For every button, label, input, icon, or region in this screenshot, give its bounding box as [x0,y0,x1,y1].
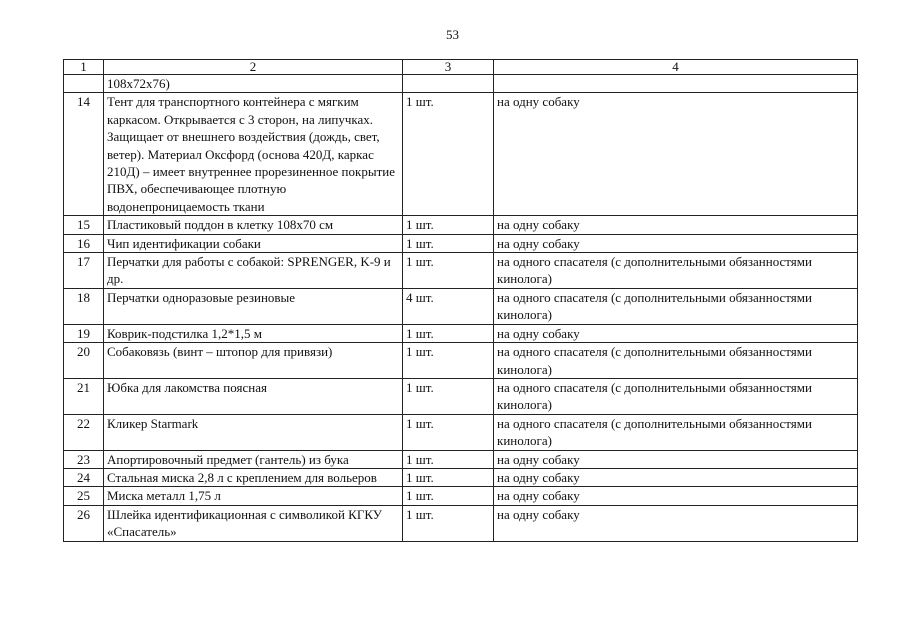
item-norm: на одну собаку [494,468,858,486]
item-name: Коврик-подстилка 1,2*1,5 м [104,324,403,342]
item-name: Шлейка идентификационная с символикой КГКУ «Спасатель» [104,505,403,541]
item-quantity [403,75,494,93]
row-number: 26 [64,505,104,541]
row-number: 22 [64,414,104,450]
row-number: 24 [64,468,104,486]
row-number: 21 [64,378,104,414]
row-number: 18 [64,288,104,324]
item-quantity: 1 шт. [403,450,494,468]
row-number: 16 [64,234,104,252]
table-header-row [64,60,858,75]
item-norm: на одного спасателя (с дополнительными обязанностями кинолога) [494,253,858,289]
row-number: 19 [64,324,104,342]
row-number [64,75,104,93]
table-row [64,324,858,342]
table-row [64,414,858,450]
row-number: 23 [64,450,104,468]
item-name: Юбка для лакомства поясная [104,378,403,414]
row-number: 14 [64,93,104,216]
item-name: Перчатки для работы с собакой: SPRENGER, K-9 и др. [104,253,403,289]
row-number: 17 [64,253,104,289]
item-name: Миска металл 1,75 л [104,487,403,505]
equipment-table [63,59,858,542]
table-row [64,253,858,289]
item-norm: на одну собаку [494,505,858,541]
item-quantity: 1 шт. [403,324,494,342]
item-name: Пластиковый поддон в клетку 108х70 см [104,216,403,234]
table-row [64,343,858,379]
row-number: 25 [64,487,104,505]
row-number: 20 [64,343,104,379]
continuation-row [64,75,858,93]
item-norm: на одну собаку [494,324,858,342]
item-quantity: 1 шт. [403,234,494,252]
item-norm: на одну собаку [494,93,858,216]
table-row [64,450,858,468]
item-quantity: 1 шт. [403,93,494,216]
item-norm: на одну собаку [494,450,858,468]
item-quantity: 1 шт. [403,487,494,505]
item-norm: на одну собаку [494,216,858,234]
column-header: 1 [64,60,104,75]
item-name: Перчатки одноразовые резиновые [104,288,403,324]
item-quantity: 1 шт. [403,505,494,541]
item-quantity: 4 шт. [403,288,494,324]
item-norm [494,75,858,93]
table-row [64,468,858,486]
item-quantity: 1 шт. [403,468,494,486]
item-name: Собаковязь (винт – штопор для привязи) [104,343,403,379]
item-quantity: 1 шт. [403,414,494,450]
table-row [64,487,858,505]
item-name: Апортировочный предмет (гантель) из бука [104,450,403,468]
item-name: Чип идентификации собаки [104,234,403,252]
table-row [64,216,858,234]
item-quantity: 1 шт. [403,343,494,379]
item-name: 108x72x76) [104,75,403,93]
column-header: 3 [403,60,494,75]
item-quantity: 1 шт. [403,378,494,414]
page-number: 53 [446,27,459,42]
item-name: Кликер Starmark [104,414,403,450]
table-row [64,93,858,216]
table-row [64,288,858,324]
table-row [64,505,858,541]
item-norm: на одного спасателя (с дополнительными обязанностями кинолога) [494,378,858,414]
item-quantity: 1 шт. [403,253,494,289]
item-name: Тент для транспортного контейнера с мягким каркасом. Открывается с 3 сторон, на липучках. Защищает от внешнего воздействия (дождь, свет, ветер). Материал Оксфорд (основа 420Д, каркас 210Д) – имеет внутреннее прорезиненное покрытие ПВХ, обеспечивающее плотную водонепроницаемость ткани [104,93,403,216]
row-number: 15 [64,216,104,234]
item-norm: на одну собаку [494,487,858,505]
table-row [64,378,858,414]
item-norm: на одного спасателя (с дополнительными обязанностями кинолога) [494,343,858,379]
item-norm: на одну собаку [494,234,858,252]
table-row [64,234,858,252]
item-norm: на одного спасателя (с дополнительными обязанностями кинолога) [494,414,858,450]
column-header: 4 [494,60,858,75]
item-name: Стальная миска 2,8 л с креплением для вольеров [104,468,403,486]
item-norm: на одного спасателя (с дополнительными обязанностями кинолога) [494,288,858,324]
item-quantity: 1 шт. [403,216,494,234]
column-header: 2 [104,60,403,75]
